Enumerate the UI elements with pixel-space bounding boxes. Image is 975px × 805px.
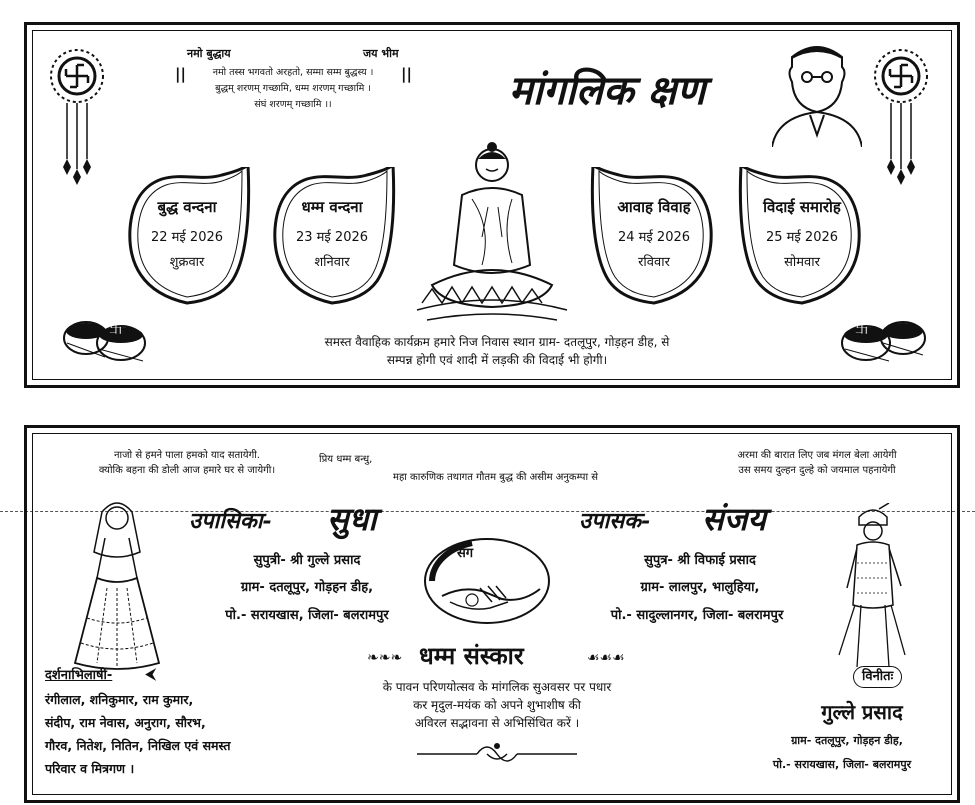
- drum-icon: [841, 313, 931, 368]
- ambedkar-portrait: [772, 37, 862, 147]
- groom-post: पो.- सादुल्लानगर, जिला- बलरामपुर: [610, 608, 784, 623]
- event-date: 23 मई 2026: [295, 230, 369, 245]
- ornament-left: ❧❧❧: [367, 650, 403, 666]
- event-card-3: [589, 167, 719, 307]
- event-name: बुद्ध वन्दना: [157, 198, 217, 216]
- event-card-4: [737, 167, 867, 307]
- event-name: विदाई समारोह: [763, 198, 841, 216]
- svg-text:卐: 卐: [855, 321, 869, 337]
- ceremony-line-2: कर मृदुल-मयंक को अपने शुभाशीष की: [413, 698, 581, 712]
- blessing-line: महा कारुणिक तथागत गौतम बुद्ध की असीम अनुकम्पा से: [393, 472, 598, 483]
- venue-line-2: सम्पन्न होगी एवं शादी में लड़की की विदाई भी होगी।: [386, 353, 608, 367]
- event-day: सोमवार: [784, 255, 820, 270]
- mantra-line-3: संघं शरणम् गच्छामि ।।: [254, 99, 332, 110]
- ceremony-line-3: अविरल सद्भावना से अभिसिंचित करें ।: [414, 716, 580, 730]
- groom-name: संजय: [702, 500, 766, 538]
- right-quote-2: उस समय दुल्हन दुल्हे को जयमाल पहनायेगी: [738, 465, 896, 476]
- event-name: धम्म वन्दना: [301, 198, 363, 216]
- event-day: शनिवार: [314, 255, 350, 270]
- namo-buddhaya: नमो बुद्धाय: [187, 47, 231, 60]
- host-village: ग्राम- दतलूपुर, गोड़हन डीह,: [791, 734, 903, 747]
- mantra-bar-left: ||: [175, 65, 186, 83]
- groom-parent: सुपुत्र- श्री विफाई प्रसाद: [644, 553, 756, 568]
- host-post: पो.- सरायखास, जिला- बलरामपुर: [772, 758, 912, 771]
- mantra-line-2: बुद्धम् शरणम् गच्छामि, धम्म शरणम् गच्छामि ।: [215, 83, 371, 94]
- jai-bhim: जय भीम: [363, 47, 399, 60]
- darshan-line-2: संदीप, राम नेवास, अनुराग, सौरभ,: [45, 715, 206, 730]
- groom-illustration: [827, 503, 917, 678]
- bride-name: सुधा: [327, 500, 377, 538]
- event-date: 24 मई 2026: [617, 230, 691, 245]
- event-card-1: [122, 167, 252, 307]
- swastik-icon: [43, 41, 113, 191]
- bride-illustration: [67, 498, 167, 673]
- page-title: मांगलिक क्षण: [508, 67, 706, 114]
- buddha-illustration: [402, 135, 582, 330]
- arrow-icon: ⮜: [145, 664, 157, 683]
- bride-post: पो.- सरायखास, जिला- बलरामपुर: [225, 608, 389, 623]
- bride-parent: सुपुत्री- श्री गुल्ले प्रसाद: [253, 553, 361, 568]
- host-name: गुल्ले प्रसाद: [821, 700, 903, 724]
- greeting: प्रिय धम्म बन्धु,: [319, 454, 373, 465]
- invitation-card: [24, 425, 960, 803]
- svg-text:卐: 卐: [109, 321, 123, 337]
- venue-line-1: समस्त वैवाहिक कार्यक्रम हमारे निज निवास स्थान ग्राम- दतलूपुर, गोड़हन डीह, से: [324, 335, 670, 349]
- groom-village: ग्राम- लालपुर, भालुहिया,: [640, 580, 760, 595]
- ceremony-title: धम्म संस्कार: [419, 642, 524, 670]
- ornament-right: ☙☙☙: [587, 650, 625, 666]
- mantra-bar-right: ||: [401, 65, 412, 83]
- right-quote-1: अरमा की बारात लिए जब मंगल बेला आयेगी: [737, 450, 897, 461]
- flourish-divider: [417, 736, 577, 766]
- swastik-icon: [867, 41, 937, 191]
- event-day: रविवार: [638, 255, 670, 270]
- mangalik-card: [24, 22, 960, 388]
- handshake-icon: [422, 536, 552, 626]
- event-date: 25 मई 2026: [765, 230, 839, 245]
- event-card-2: [267, 167, 397, 307]
- darshan-line-3: गौरव, नितेश, नितिन, निखिल एवं समस्त: [45, 738, 231, 753]
- darshan-line-1: रंगीलाल, शनिकुमार, राम कुमार,: [45, 692, 194, 707]
- bride-village: ग्राम- दतलूपुर, गोड़हन डीह,: [240, 580, 374, 595]
- darshan-title: दर्शनाभिलाषी-: [45, 668, 113, 683]
- groom-prefix: उपासक-: [579, 508, 651, 534]
- vinit-badge: विनीतः: [853, 666, 902, 688]
- sang-label: संग: [457, 546, 474, 561]
- event-date: 22 मई 2026: [150, 230, 224, 245]
- bride-prefix: उपासिका-: [189, 508, 272, 534]
- mantra-line-1: नमो तस्स भगवतो अरहतो, सम्मा सम्म बुद्धस्य ।: [212, 67, 374, 78]
- event-day: शुक्रवार: [169, 255, 205, 270]
- drum-icon: [61, 313, 151, 368]
- event-name: आवाह विवाह: [617, 198, 691, 216]
- left-quote-1: नाजो से हमने पाला हमको याद सतायेगी.: [114, 450, 260, 461]
- left-quote-2: क्योकि बहना की डोली आज हमारे घर से जायेगी।: [98, 465, 276, 476]
- ceremony-line-1: के पावन परिणयोत्सव के मांगलिक सुअवसर पर पधार: [382, 680, 612, 694]
- darshan-line-4: परिवार व मित्रगण ।: [45, 761, 135, 776]
